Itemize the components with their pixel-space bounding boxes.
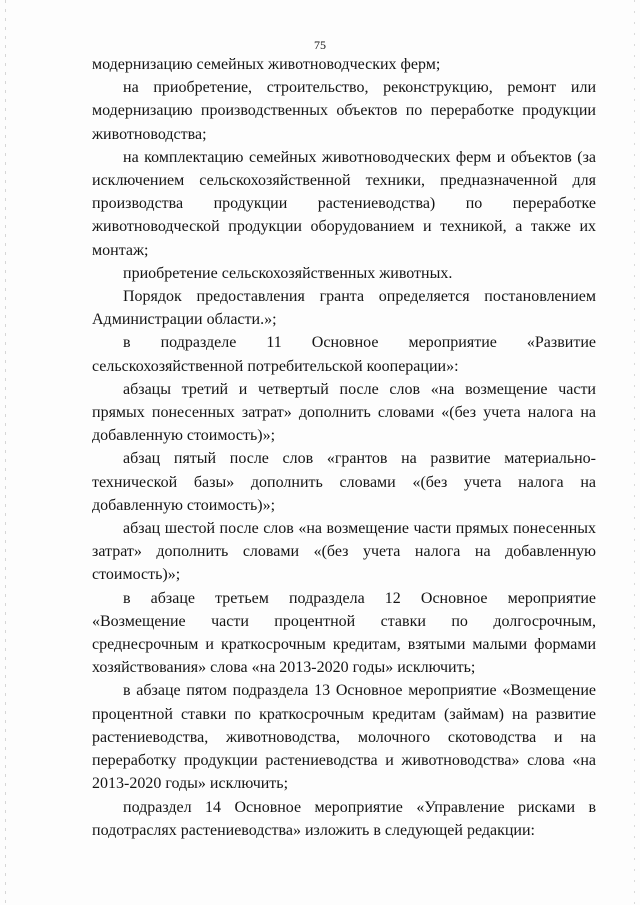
paragraph-7: абзацы третий и четвертый после слов «на возмещение части прямых понесенных затрат» дополнить словами «(без учета налога на добавленную стоимость)»; — [92, 380, 596, 445]
paragraph-4: приобретение сельскохозяйственных животных. — [123, 264, 453, 282]
paragraph-12: подраздел 14 Основное мероприятие «Управление рисками в подотраслях растениеводства» изложить в следующей редакции: — [92, 798, 596, 839]
paragraph-8: абзац пятый после слов «грантов на развитие материально-технической базы» дополнить словами «(без учета налога на добавленную стоимость)»; — [92, 450, 596, 514]
document-body — [92, 53, 596, 842]
paragraph-6: в подразделе 11 Основное мероприятие «Развитие сельскохозяйственной потребительской кооперации»: — [92, 334, 596, 375]
scan-edge-left — [5, 0, 6, 905]
paragraph-10: в абзаце третьем подраздела 12 Основное мероприятие «Возмещение части процентной ставки по долгосрочным, среднесрочным и краткосрочным кредитам, взятыми малыми формами хозяйствования» слова «на 2013-2020 годы» исключить; — [92, 589, 596, 677]
page-number: 75 — [314, 38, 326, 52]
paragraph-3: на комплектацию семейных животноводческих ферм и объектов (за исключением сельскохозяйственной техники, предназначенной для производства продукции растениеводства) по переработке животноводческой продукции оборудованием и техникой, а также их монтаж; — [92, 148, 596, 259]
paragraph-1: модернизацию семейных животноводческих ферм; — [92, 56, 441, 73]
paragraph-11: в абзаце пятом подраздела 13 Основное мероприятие «Возмещение процентной ставки по краткосрочным кредитам (займам) на развитие растениеводства, животноводства, молочного скотоводства и на переработку продукции растениеводства и животноводства» слова «на 2013-2020 годы» исключить; — [92, 682, 596, 793]
paragraph-9: абзац шестой после слов «на возмещение части прямых понесенных затрат» дополнить словами «(без учета налога на добавленную стоимость)»; — [92, 520, 596, 584]
scan-edge-right — [634, 0, 635, 905]
paragraph-5: Порядок предоставления гранта определяется постановлением Администрации области.»; — [92, 288, 596, 329]
paragraph-2: на приобретение, строительство, реконструкцию, ремонт или модернизацию производственных объектов по переработке продукции животноводства; — [92, 79, 596, 143]
